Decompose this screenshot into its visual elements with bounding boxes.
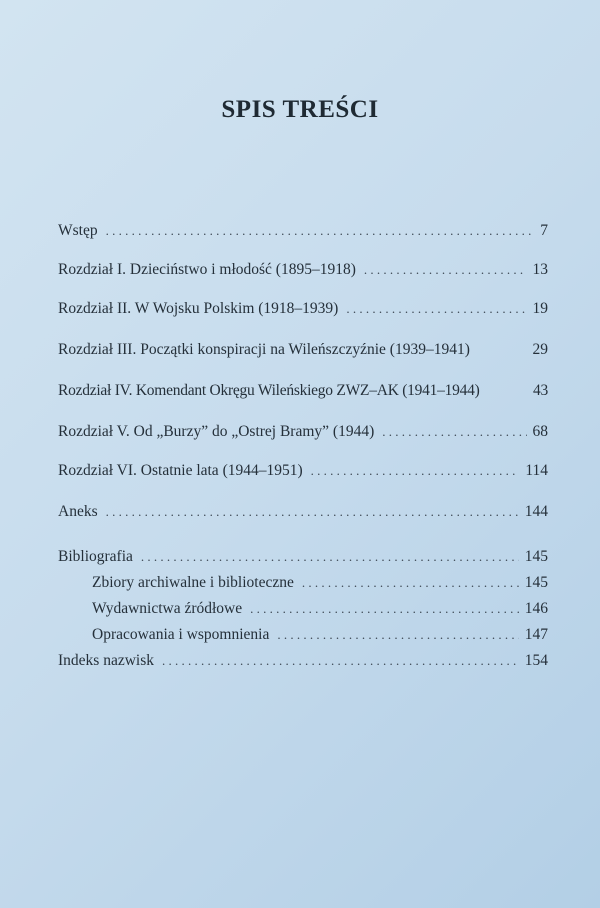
dot-leader [250, 599, 519, 619]
dot-leader [311, 461, 520, 481]
toc-entry-wstep [58, 221, 548, 241]
dot-leader [106, 502, 519, 522]
toc-entry-chapter-6 [58, 461, 548, 481]
entry-page-number: 145 [524, 574, 548, 591]
toc-entry-indeks [58, 651, 548, 671]
entry-label: Rozdział I. Dzieciństwo i młodość (1895–1918) [58, 261, 356, 278]
dot-leader [302, 573, 519, 593]
entry-page-number: 68 [532, 423, 548, 440]
entry-label: Indeks nazwisk [58, 652, 154, 669]
entry-label: Wstęp [58, 222, 98, 239]
dot-leader [382, 422, 526, 442]
entry-label: Zbiory archiwalne i biblioteczne [92, 574, 294, 591]
toc-entry-chapter-3 [58, 340, 548, 360]
entry-label: Opracowania i wspomnienia [92, 626, 270, 643]
toc-subentry-opracowania [92, 625, 548, 645]
entry-label: Rozdział II. W Wojsku Polskim (1918–1939) [58, 300, 339, 317]
toc-entry-chapter-5 [58, 422, 548, 442]
toc-entry-bibliografia [58, 547, 548, 567]
entry-page-number: 147 [524, 626, 548, 643]
entry-page-number: 29 [532, 341, 548, 358]
page-title: SPIS TREŚCI [221, 96, 379, 123]
dot-leader [364, 260, 527, 280]
entry-label: Rozdział VI. Ostatnie lata (1944–1951) [58, 462, 303, 479]
entry-page-number: 19 [532, 300, 548, 317]
entry-label: Rozdział IV. Komendant Okręgu Wileńskiego ZWZ–AK (1941–1944) [58, 382, 480, 399]
entry-label: Wydawnictwa źródłowe [92, 600, 243, 617]
entry-label: Aneks [58, 503, 98, 520]
dot-leader [141, 547, 519, 567]
dot-leader [162, 651, 519, 671]
entry-label: Rozdział III. Początki konspiracji na Wileńszczyźnie (1939–1941) [58, 341, 470, 358]
entry-page-number: 154 [524, 652, 548, 669]
entry-page-number: 114 [525, 462, 548, 479]
entry-page-number: 144 [524, 503, 548, 520]
entry-label: Bibliografia [58, 548, 133, 565]
toc-entry-chapter-4 [58, 381, 548, 401]
entry-label: Rozdział V. Od „Burzy” do „Ostrej Bramy” (1944) [58, 423, 375, 440]
entry-page-number: 7 [540, 222, 548, 239]
entry-page-number: 43 [533, 382, 548, 399]
toc-entry-aneks [58, 502, 548, 522]
entry-page-number: 146 [524, 600, 548, 617]
entry-page-number: 145 [524, 548, 548, 565]
entry-page-number: 13 [532, 261, 548, 278]
toc-entry-chapter-2 [58, 299, 548, 319]
dot-leader [106, 221, 535, 241]
toc-subentry-wydawnictwa [92, 599, 548, 619]
toc-subentry-zbiory [92, 573, 548, 593]
dot-leader [277, 625, 518, 645]
toc-entry-chapter-1 [58, 260, 548, 280]
dot-leader [346, 299, 526, 319]
